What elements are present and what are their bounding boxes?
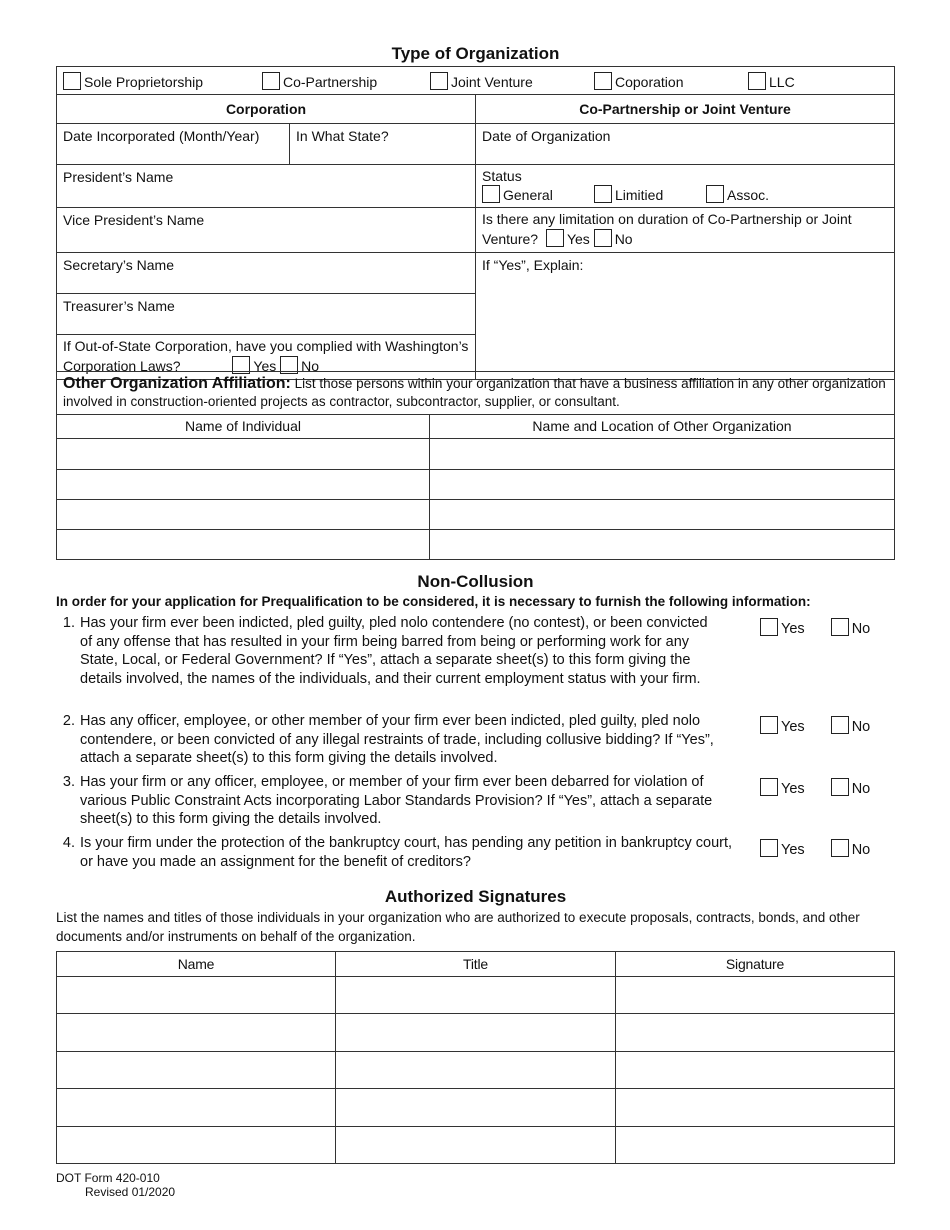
affiliation-row [57,439,895,470]
signature-row [57,1052,895,1089]
if-yes-explain-field[interactable] [476,253,895,380]
question-1 [56,614,895,688]
signature-signature-cell[interactable] [616,1052,895,1089]
signature-name-cell[interactable] [57,1127,336,1164]
authorized-signatures-title: Authorized Signatures [384,887,567,906]
affiliation-org-cell[interactable] [430,470,895,500]
limitation-field [476,208,895,253]
affiliation-row [57,500,895,530]
date-incorporated-label: Date Incorporated (Month/Year) [63,128,260,144]
affiliation-name-cell[interactable] [57,500,430,530]
question-text: Has your firm ever been indicted, pled guilty, pled nolo contendere (no contest), or been convicted of any offense that has resulted in your firm being barred from being or performing work for any State, Local, or Federal Government? If “Yes”, attach a separate sheet(s) to this form giving the details involved, the names of the individuals, and their current employment status with your firm. [80,615,708,687]
vice-presidents-name-field[interactable] [57,208,476,253]
treasurers-name-field[interactable] [57,294,476,335]
corporation-checkbox[interactable] [594,72,612,90]
signature-title-cell[interactable] [336,977,616,1014]
out-of-state-yes-label: Yes [253,358,277,374]
co-partnership-checkbox[interactable] [262,72,280,90]
affiliation-org-cell[interactable] [430,439,895,470]
org-type-row [57,67,895,95]
signature-row [57,1127,895,1164]
question-text: Has your firm or any officer, employee, or member of your firm ever been debarred for violation of various Public Constraint Acts incorporating Labor Standards Provision? If “Yes”, attach a separate sheet(s) to this form giving the details involved. [80,774,713,827]
affiliation-description: List those persons within your organization that have a business affiliation in any other organization involved in construction-oriented projects as contractor, subcontractor, supplier, or consultant. [63,376,886,409]
footer-revised: Revised 01/2020 [85,1185,176,1199]
signature-title-cell[interactable] [336,1089,616,1127]
affiliation-col-individual: Name of Individual [185,418,301,434]
corporation-header: Corporation [225,101,307,117]
signature-name-cell[interactable] [57,1014,336,1052]
q1-no-checkbox[interactable] [831,618,849,636]
treasurers-name-label: Treasurer’s Name [63,298,175,314]
signatures-col-name: Name [177,956,215,972]
q3-no-checkbox[interactable] [831,778,849,796]
in-what-state-label: In What State? [296,128,389,144]
no-label: No [851,621,871,637]
signatures-col-signature: Signature [725,956,785,972]
corporation-label: Coporation [615,74,684,90]
affiliation-name-cell[interactable] [57,530,430,560]
joint-venture-label: Joint Venture [451,74,533,90]
signature-row [57,977,895,1014]
limitation-no-checkbox[interactable] [594,229,612,247]
in-what-state-field[interactable] [290,124,476,165]
co-partnership-label: Co-Partnership [283,74,378,90]
sole-proprietorship-label: Sole Proprietorship [84,74,204,90]
type-of-organization-title: Type of Organization [391,44,560,63]
affiliation-name-cell[interactable] [57,439,430,470]
llc-checkbox[interactable] [748,72,766,90]
affiliation-col-organization: Name and Location of Other Organization [532,418,792,434]
vice-presidents-name-label: Vice President’s Name [63,212,205,228]
llc-label: LLC [769,74,795,90]
no-label: No [851,719,871,735]
organization-table [56,66,895,380]
copartnership-header: Co-Partnership or Joint Venture [579,101,791,117]
date-of-organization-field[interactable] [476,124,895,165]
limitation-yes-label: Yes [566,231,590,247]
non-collusion-title: Non-Collusion [417,572,534,591]
signatures-description: List the names and titles of those individuals in your organization who are authorized to execute proposals, contracts, bonds, and other documents and/or instruments on behalf of the organization. [56,910,860,944]
signature-row [57,1014,895,1052]
status-general-checkbox[interactable] [482,185,500,203]
limitation-yes-checkbox[interactable] [546,229,564,247]
question-number: 1. [62,615,75,631]
question-3 [56,773,895,829]
if-yes-explain-label: If “Yes”, Explain: [482,257,584,273]
joint-venture-checkbox[interactable] [430,72,448,90]
affiliation-name-cell[interactable] [57,470,430,500]
q2-no-checkbox[interactable] [831,716,849,734]
footer-form-number: DOT Form 420-010 [56,1171,160,1185]
yes-label: Yes [781,842,805,858]
status-limited-label: Limitied [615,187,664,203]
presidents-name-label: President’s Name [63,169,174,185]
limitation-no-label: No [614,231,633,247]
yes-label: Yes [781,719,805,735]
status-assoc-label: Assoc. [727,187,770,203]
signature-row [57,1089,895,1127]
date-of-organization-label: Date of Organization [482,128,611,144]
secretarys-name-field[interactable] [57,253,476,294]
signature-name-cell[interactable] [57,1089,336,1127]
affiliation-row [57,470,895,500]
q4-no-checkbox[interactable] [831,839,849,857]
signature-title-cell[interactable] [336,1052,616,1089]
non-collusion-intro: In order for your application for Prequalification to be considered, it is necessary to furnish the following information: [56,594,811,609]
question-text: Is your firm under the protection of the bankruptcy court, has pending any petition in bankruptcy court, or have you made an assignment for the benefit of creditors? [80,835,733,870]
out-of-state-question: If Out-of-State Corporation, have you complied with Washington’s Corporation Laws? [63,338,469,374]
signature-title-cell[interactable] [336,1127,616,1164]
signature-name-cell[interactable] [57,1052,336,1089]
affiliation-row [57,530,895,560]
status-general-label: General [503,187,553,203]
question-number: 2. [62,713,75,729]
question-number: 3. [62,774,75,790]
affiliation-table [56,371,895,560]
signature-signature-cell[interactable] [616,1089,895,1127]
sole-proprietorship-checkbox[interactable] [63,72,81,90]
question-2 [56,712,895,768]
date-incorporated-field[interactable] [57,124,290,165]
q3-yes-checkbox[interactable] [760,778,778,796]
yes-label: Yes [781,781,805,797]
status-label: Status [482,168,522,184]
affiliation-org-cell[interactable] [430,530,895,560]
secretarys-name-label: Secretary’s Name [63,257,175,273]
signatures-table [56,951,895,1164]
signature-signature-cell[interactable] [616,1014,895,1052]
signature-signature-cell[interactable] [616,1127,895,1164]
question-number: 4. [62,835,75,851]
q4-yes-checkbox[interactable] [760,839,778,857]
out-of-state-no-label: No [301,358,320,374]
yes-label: Yes [781,621,805,637]
status-limited-checkbox[interactable] [594,185,612,203]
limitation-question: Is there any limitation on duration of Co-Partnership or Joint Venture? [482,211,852,247]
question-4 [56,834,895,871]
q2-yes-checkbox[interactable] [760,716,778,734]
q1-yes-checkbox[interactable] [760,618,778,636]
status-assoc-checkbox[interactable] [706,185,724,203]
no-label: No [851,781,871,797]
signatures-col-title: Title [463,956,488,972]
presidents-name-field[interactable] [57,165,476,208]
signature-title-cell[interactable] [336,1014,616,1052]
affiliation-heading: Other Organization Affiliation: [63,375,291,392]
status-field [476,165,895,208]
signature-signature-cell[interactable] [616,977,895,1014]
question-text: Has any officer, employee, or other member of your firm ever been indicted, pled guilty, pled nolo contendere, or been convicted of any illegal restraints of trade, including collusive bidding? If “Yes”, attach a separate sheet(s) to this form giving the details involved. [80,713,714,766]
affiliation-org-cell[interactable] [430,500,895,530]
no-label: No [851,842,871,858]
signature-name-cell[interactable] [57,977,336,1014]
